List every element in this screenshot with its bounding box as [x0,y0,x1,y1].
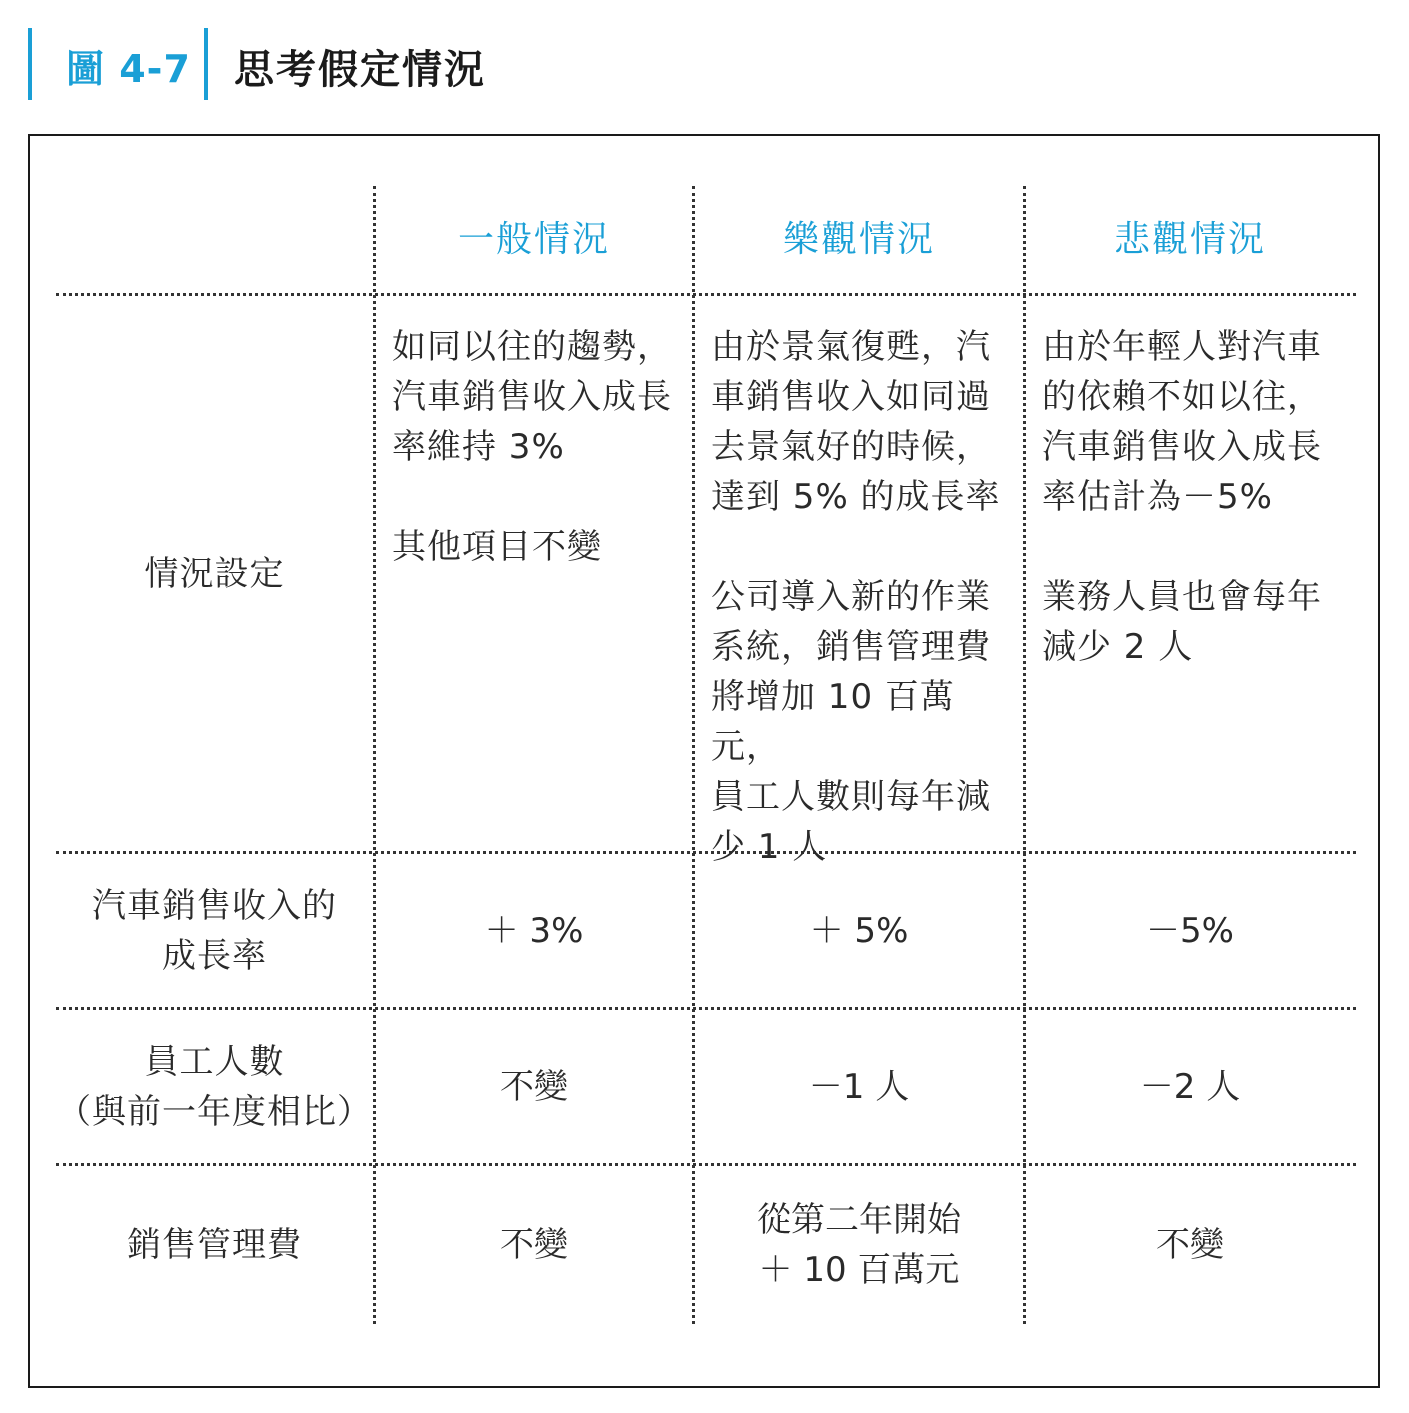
sga-optimistic-line: ＋ 10 百萬元 [758,1250,960,1290]
scenario-text-line: 其他項目不變 [392,527,602,567]
scenario-normal [392,322,692,572]
scenario-text-line: 由於年輕人對汽車 [1042,327,1322,367]
staff-optimistic: －1 人 [808,1066,910,1107]
column-header-normal: 一般情況 [457,219,610,260]
scenario-text-line: 如同以往的趨勢， [392,327,672,367]
row-label-line: 汽車銷售收入的 [92,885,337,926]
figure-header [28,28,728,100]
scenario-text-line: 率估計為－5% [1042,477,1273,517]
row-label-growth [56,854,373,1007]
scenario-text-line: 汽車銷售收入成長 [1042,427,1322,467]
column-header-optimistic: 樂觀情況 [782,219,935,260]
sga-pessimistic: 不變 [1156,1225,1224,1265]
scenario-text-line: 去景氣好的時候， [711,427,991,467]
figure-accent-bar [28,28,32,100]
row-label-line: （與前一年度相比） [57,1091,372,1132]
scenario-text-line: 將增加 10 百萬元， [711,677,955,767]
scenario-optimistic [711,322,1021,872]
row-label-line: 成長率 [162,935,267,976]
column-header-pessimistic: 悲觀情況 [1113,219,1266,260]
row-label-scenario: 情況設定 [144,553,285,594]
figure-divider-bar [204,28,208,100]
scenario-text-line: 少 1 人 [711,827,828,867]
scenario-text-line: 達到 5% 的成長率 [711,477,1001,517]
sga-normal: 不變 [500,1225,568,1265]
scenario-text-line: 員工人數則每年減 [711,777,991,817]
scenario-text-line: 車銷售收入如同過 [711,377,991,417]
growth-pessimistic: －5% [1146,910,1234,951]
row-label-sga: 銷售管理費 [127,1225,302,1265]
scenario-text-line: 汽車銷售收入成長 [392,377,672,417]
scenario-text-line: 由於景氣復甦，汽 [711,327,991,367]
scenario-text-line: 的依賴不如以往， [1042,377,1322,417]
scenario-text-line: 公司導入新的作業 [711,577,991,617]
staff-pessimistic: －2 人 [1139,1066,1241,1107]
figure-label: 圖 4-7 [66,47,191,91]
figure-title: 思考假定情況 [234,47,486,93]
scenario-text-line: 業務人員也會每年 [1042,577,1322,617]
row-label-line: 員工人數 [144,1041,285,1082]
staff-normal: 不變 [500,1066,568,1107]
scenario-text-line: 系統，銷售管理費 [711,627,991,667]
scenario-text-line: 減少 2 人 [1042,627,1194,667]
row-label-staff [56,1010,373,1163]
growth-optimistic: ＋ 5% [809,910,909,951]
sga-optimistic-line: 從第二年開始 [757,1200,961,1240]
scenario-pessimistic [1042,322,1352,672]
sga-optimistic [695,1166,1023,1324]
scenario-text-line: 率維持 3% [392,427,565,467]
growth-normal: ＋ 3% [484,910,584,951]
